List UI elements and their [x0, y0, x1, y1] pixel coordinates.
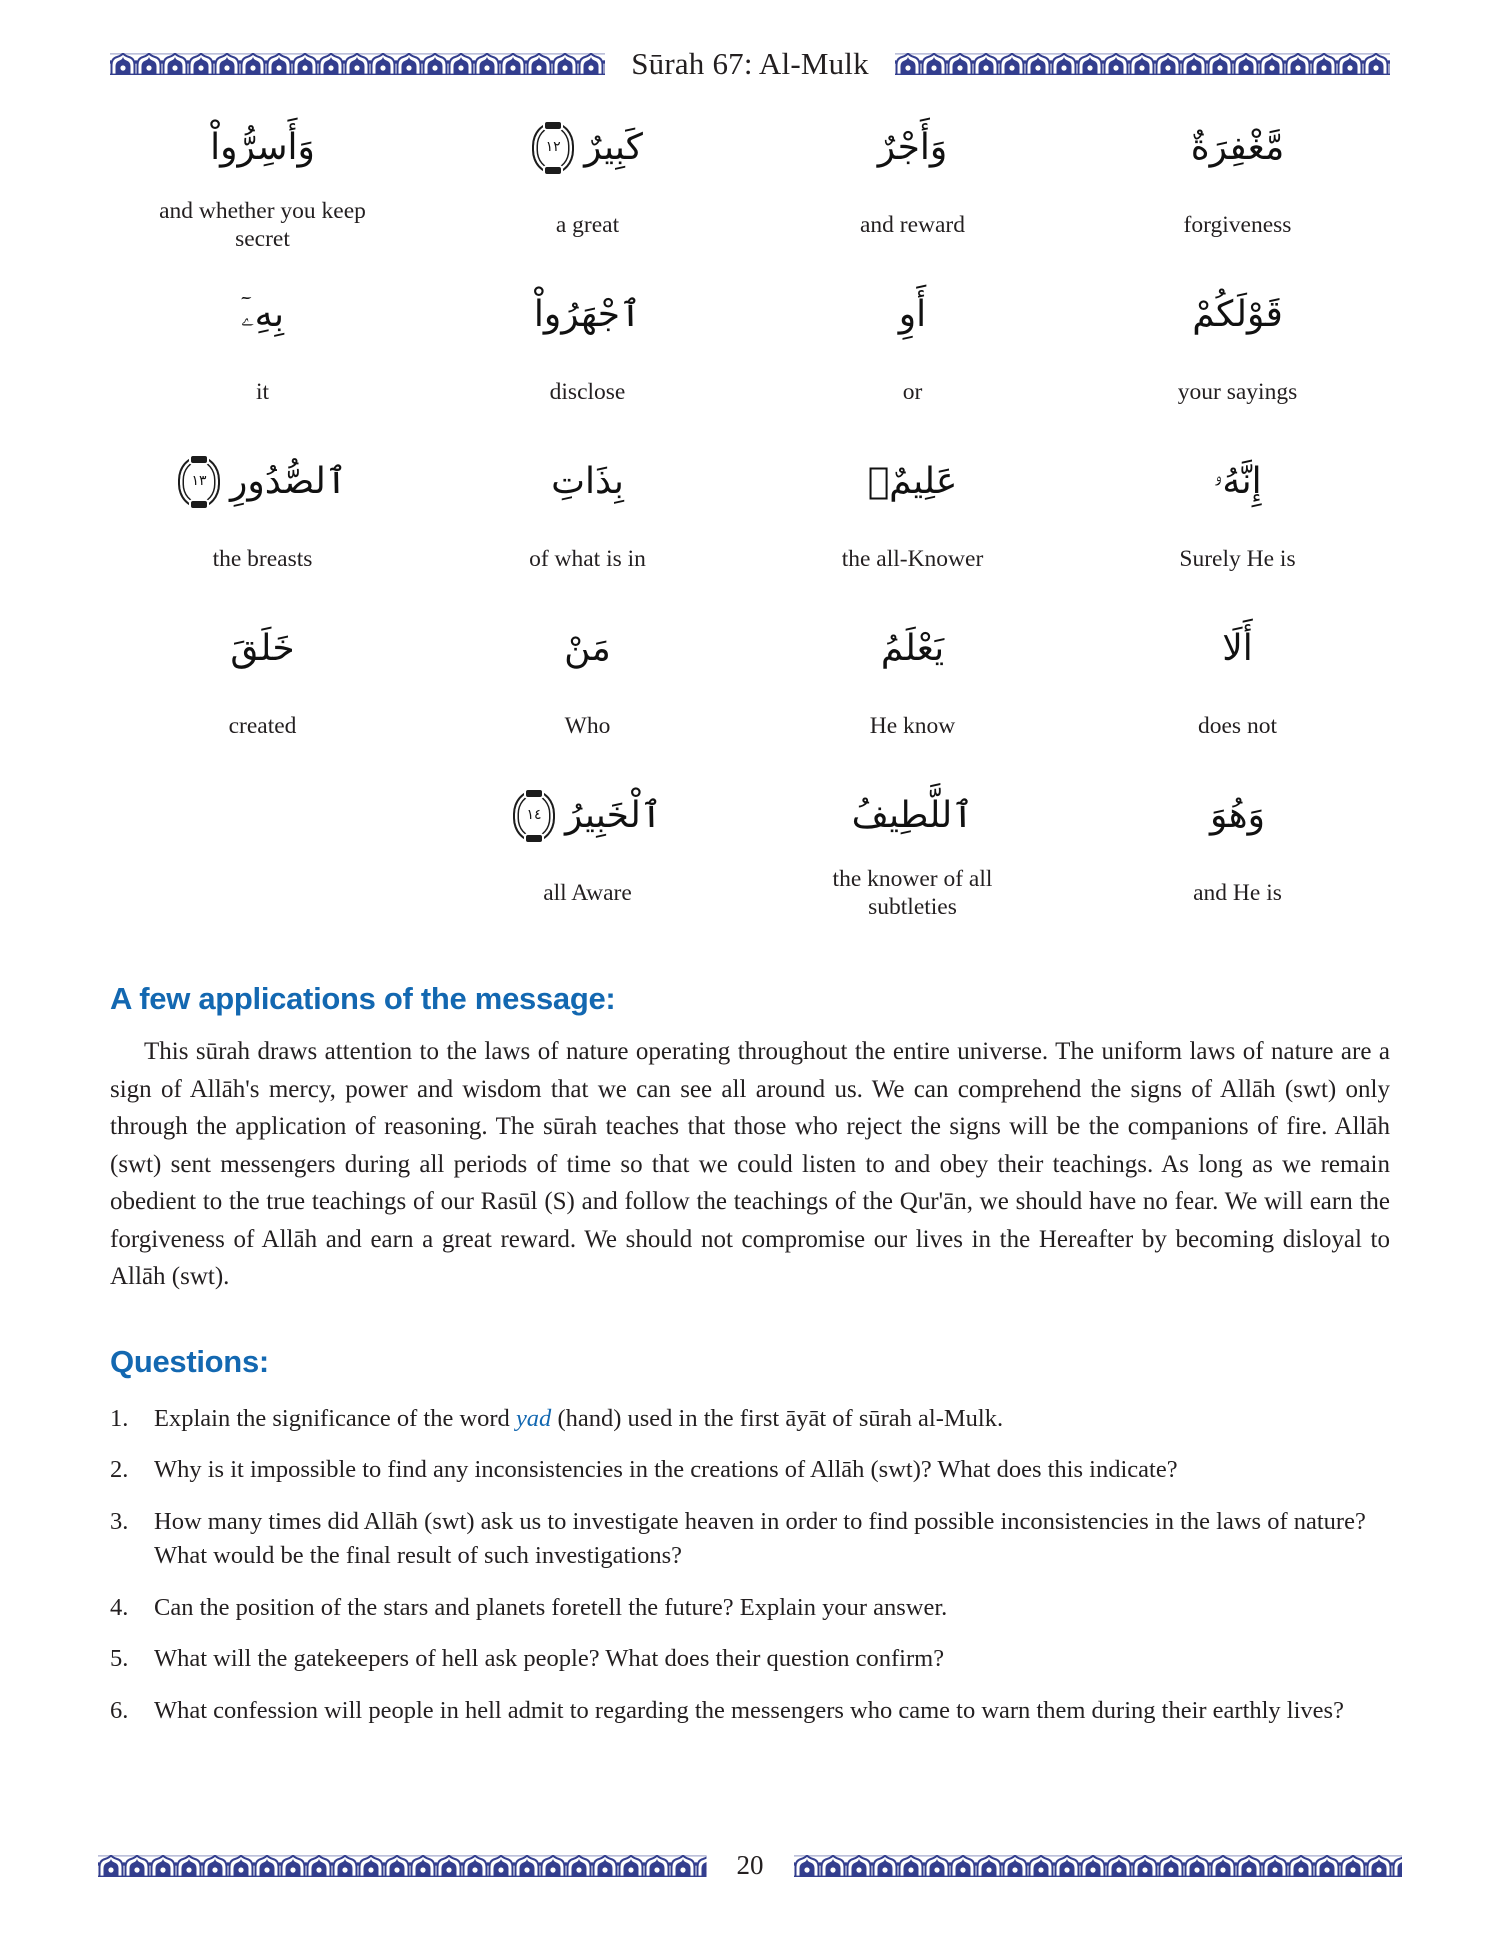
- arabic-word: [532, 98, 643, 198]
- word-cell: [1075, 599, 1400, 758]
- word-translation: does not: [1198, 713, 1277, 740]
- word-cell: [100, 98, 425, 257]
- arabic-word: [210, 98, 315, 198]
- word-translation: the knower of all subtleties: [832, 866, 993, 920]
- word-cell: [425, 432, 750, 591]
- arabic-word-text: وَأَجْرٌ: [877, 127, 948, 169]
- arabic-word-text: كَبِيرٌ: [584, 127, 643, 169]
- arabic-word-text: خَلَقَ: [230, 628, 295, 670]
- question-item: [110, 1642, 1390, 1676]
- arabic-word-text: مَنْ: [564, 628, 611, 670]
- question-number: 2.: [110, 1456, 129, 1484]
- question-number: 4.: [110, 1593, 129, 1621]
- questions-heading: Questions:: [110, 1343, 269, 1379]
- word-cell: [1075, 766, 1400, 925]
- arabic-word: [1222, 599, 1253, 699]
- arabic-word: [1213, 432, 1261, 532]
- word-translation: all Aware: [543, 880, 632, 907]
- empty-cell: [100, 766, 425, 925]
- ayah-end-marker-icon: ١٤: [513, 790, 555, 842]
- arabic-word-text: إِنَّهُۥ: [1213, 461, 1262, 503]
- arabic-word: [852, 766, 974, 866]
- page-title: Sūrah 67: Al-Mulk: [631, 46, 869, 81]
- arabic-word: [1191, 98, 1285, 198]
- word-cell: [750, 599, 1075, 758]
- word-translation: He know: [869, 713, 956, 740]
- arabic-word-text: ٱلْخَبِيرُ: [565, 795, 662, 837]
- question-number: 6.: [110, 1697, 129, 1725]
- word-translation: created: [228, 713, 297, 740]
- word-translation: or: [902, 379, 923, 406]
- ayah-end-marker-icon: ١٢: [532, 122, 574, 174]
- question-number: 1.: [110, 1404, 129, 1432]
- arabic-word-text: بِذَاتِ: [551, 461, 624, 503]
- arabic-word-text: أَوِ: [898, 294, 927, 336]
- ornamental-border-icon: [110, 53, 605, 75]
- arabic-word: [564, 599, 611, 699]
- arabic-word-text: ٱللَّطِيفُ: [851, 795, 974, 837]
- arabic-word-text: ٱجْهَرُواْ: [533, 294, 642, 336]
- question-item: [110, 1453, 1390, 1487]
- word-translation-grid: [0, 98, 1500, 925]
- word-cell: [750, 432, 1075, 591]
- arabic-word-text: يَعْلَمُ: [880, 628, 945, 670]
- arabic-word: [868, 432, 958, 532]
- question-number: 5.: [110, 1645, 129, 1673]
- applications-heading: A few applications of the message:: [110, 981, 616, 1016]
- word-translation: your sayings: [1177, 379, 1298, 406]
- questions-section: [0, 1344, 1500, 1729]
- word-translation: forgiveness: [1183, 212, 1292, 239]
- word-translation: disclose: [549, 379, 626, 406]
- arabic-word: [881, 599, 944, 699]
- arabic-word-text: وَهُوَ: [1210, 795, 1265, 837]
- arabic-word: [534, 265, 641, 365]
- word-cell: [750, 98, 1075, 257]
- arabic-word: [241, 265, 284, 365]
- question-text: Explain the significance of the word yad (hand) used in the first āyāt of sūrah al-Mulk.: [154, 1404, 1004, 1432]
- question-text: How many times did Allāh (swt) ask us to investigate heaven in order to find possible inconsistencies in the laws of nature? What would be the final result of such investigations?: [154, 1508, 1366, 1569]
- word-cell: [425, 599, 750, 758]
- arabic-word-text: مَّغْفِرَةٌ: [1190, 127, 1285, 169]
- question-text: What will the gatekeepers of hell ask people? What does their question confirm?: [154, 1645, 945, 1673]
- arabic-word: [551, 432, 624, 532]
- word-cell: [425, 265, 750, 424]
- word-translation: the all-Knower: [841, 546, 984, 573]
- ayah-end-marker-icon: ١٣: [178, 456, 220, 508]
- arabic-word: [899, 265, 926, 365]
- arabic-word: [878, 98, 948, 198]
- question-item: [110, 1505, 1390, 1573]
- word-cell: [1075, 432, 1400, 591]
- word-translation: the breasts: [212, 546, 313, 573]
- question-text: Can the position of the stars and planets foretell the future? Explain your answer.: [154, 1593, 948, 1621]
- arabic-word-text: أَلَا: [1222, 628, 1253, 670]
- arabic-word-text: بِهِۦٓ: [240, 294, 284, 336]
- word-cell: [100, 599, 425, 758]
- word-cell: [100, 432, 425, 591]
- question-text: What confession will people in hell admit to regarding the messengers who came to warn them during their earthly lives?: [154, 1697, 1344, 1725]
- arabic-word-text: قَوْلَكُمْ: [1192, 294, 1283, 336]
- ornamental-border-icon: [794, 1855, 1403, 1877]
- word-translation: Who: [564, 713, 611, 740]
- arabic-word-text: عَلِيمٌۢ: [867, 461, 958, 503]
- word-cell: [100, 265, 425, 424]
- arabic-word: [230, 599, 294, 699]
- word-cell: [1075, 98, 1400, 257]
- word-translation: it: [255, 379, 270, 406]
- word-translation: of what is in: [529, 546, 646, 573]
- question-item: [110, 1591, 1390, 1625]
- question-item: [110, 1694, 1390, 1728]
- question-text: Why is it impossible to find any inconsistencies in the creations of Allāh (swt)? What does this indicate?: [154, 1456, 1178, 1484]
- word-translation: and He is: [1193, 880, 1282, 907]
- ornamental-border-icon: [98, 1855, 707, 1877]
- highlighted-term: yad: [515, 1404, 552, 1432]
- word-translation: and whether you keep secret: [159, 198, 366, 252]
- word-cell: [425, 98, 750, 257]
- question-number: 3.: [110, 1508, 129, 1536]
- arabic-word: [1192, 265, 1283, 365]
- arabic-word-text: ٱلصُّدُورِ: [230, 461, 347, 503]
- questions-list: [110, 1402, 1390, 1729]
- page-footer: [0, 1850, 1500, 1881]
- applications-section: [0, 981, 1500, 1296]
- word-cell: [750, 766, 1075, 925]
- arabic-word: [1210, 766, 1265, 866]
- word-cell: [750, 265, 1075, 424]
- arabic-word-text: وَأَسِرُّواْ: [210, 127, 315, 169]
- word-cell: [1075, 265, 1400, 424]
- word-translation: and reward: [859, 212, 966, 239]
- ornamental-border-icon: [895, 53, 1390, 75]
- word-translation: a great: [555, 212, 620, 239]
- page-number: 20: [736, 1850, 764, 1880]
- arabic-word: [513, 766, 662, 866]
- question-item: [110, 1402, 1390, 1436]
- arabic-word: [178, 432, 347, 532]
- word-cell: [425, 766, 750, 925]
- word-translation: Surely He is: [1179, 546, 1296, 573]
- applications-paragraph: This sūrah draws attention to the laws of nature operating throughout the entire universe. The uniform laws of nature are a sign of Allāh's mercy, power and wisdom that we can see all around us. We can comprehend the signs of Allāh (swt) only through the application of reasoning. The sūrah teaches that those who reject the signs will be the companions of fire. Allāh (swt) sent messengers during all periods of time so that we could listen to and obey their teachings. As long as we remain obedient to the true teachings of our Rasūl (S) and follow the teachings of the Qur'ān, we should have no fear. We will earn the forgiveness of Allāh and earn a great reward. We should not compromise our lives in the Hereafter by becoming disloyal to Allāh (swt).: [110, 1038, 1390, 1290]
- page-header: [0, 0, 1500, 82]
